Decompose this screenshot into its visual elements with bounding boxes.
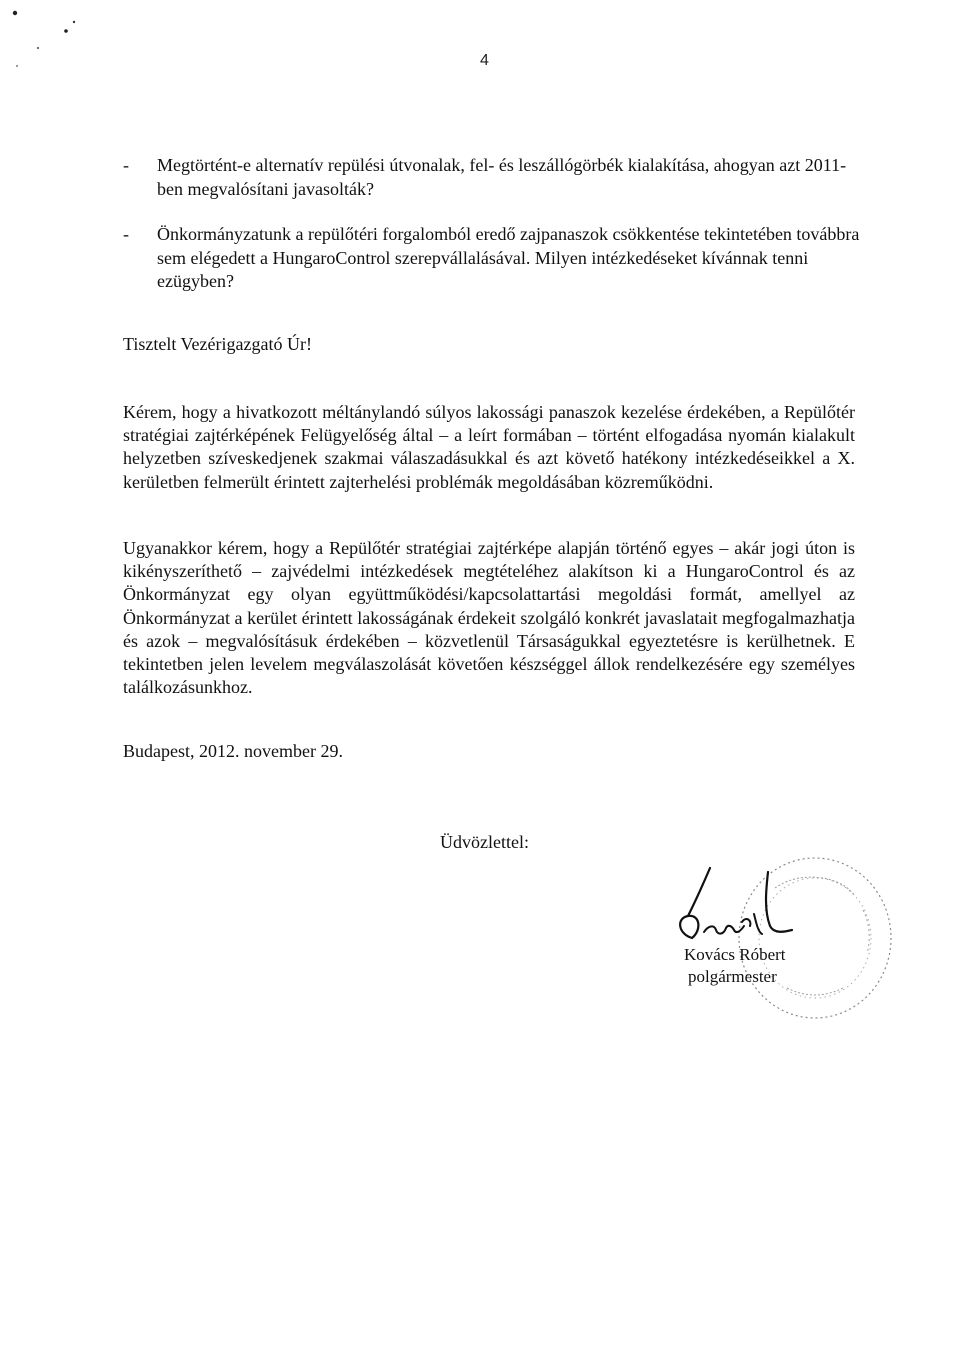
list-item-text: Önkormányzatunk a repülőtéri forgalomból eredő zajpanaszok csökkentése tekintetében továbbra sem elégedett a HungaroControl szerepvállalásával. Milyen intézkedéseket kívánnak tenni ezügyben?: [157, 224, 860, 291]
list-item: [123, 223, 863, 294]
signer-title: polgármester: [688, 967, 777, 986]
scan-specks: [0, 0, 120, 70]
list-marker: -: [123, 155, 129, 175]
closing-line: Üdvözlettel:: [440, 832, 529, 852]
body-paragraph: Kérem, hogy a hivatkozott méltánylandó súlyos lakossági panaszok kezelése érdekében, a Repülőtér stratégiai zajtérképének Felügyelőség által – a leírt formában – történt elfogadása nyomán kialakult helyzetben szíveskedjenek szakmai válaszadásukkal és azt követő hatékony intézkedéseikkel a X. kerületben felmerült érintett zajterhelési problémák megoldásában közreműködni.: [123, 402, 855, 492]
handwritten-signature: [670, 860, 800, 945]
signer-name: Kovács Róbert: [684, 945, 786, 964]
list-item-text: Megtörtént-e alternatív repülési útvonalak, fel- és leszállógörbék kialakítása, ahogyan azt 2011-ben megvalósítani javasolták?: [157, 155, 847, 199]
body-paragraph: Ugyanakkor kérem, hogy a Repülőtér stratégiai zajtérképe alapján történő egyes – akár jogi úton is kikényszeríthető – zajvédelmi intézkedések megtételéhez alakítson ki a HungaroControl és az Önkormányzat egy olyan együttműködési/kapcsolattartási megoldási formát, amellyel az Önkormányzat a kerület érintett lakosságának érdekeit szolgáló konkrét javaslatait megfogalmazhatja és azok – megvalósításuk érdekében – közvetlenül Társaságukkal egyeztetésre is kerülhetnek. E tekintetben jelen levelem megválaszolását követően készséggel állok rendelkezésére egy személyes találkozásunkhoz.: [123, 538, 855, 698]
page-number: 4: [480, 52, 489, 69]
salutation: Tisztelt Vezérigazgató Úr!: [123, 334, 312, 354]
list-item: [123, 154, 863, 201]
date-line: Budapest, 2012. november 29.: [123, 741, 343, 761]
list-marker: -: [123, 224, 129, 244]
question-list: [123, 154, 863, 316]
